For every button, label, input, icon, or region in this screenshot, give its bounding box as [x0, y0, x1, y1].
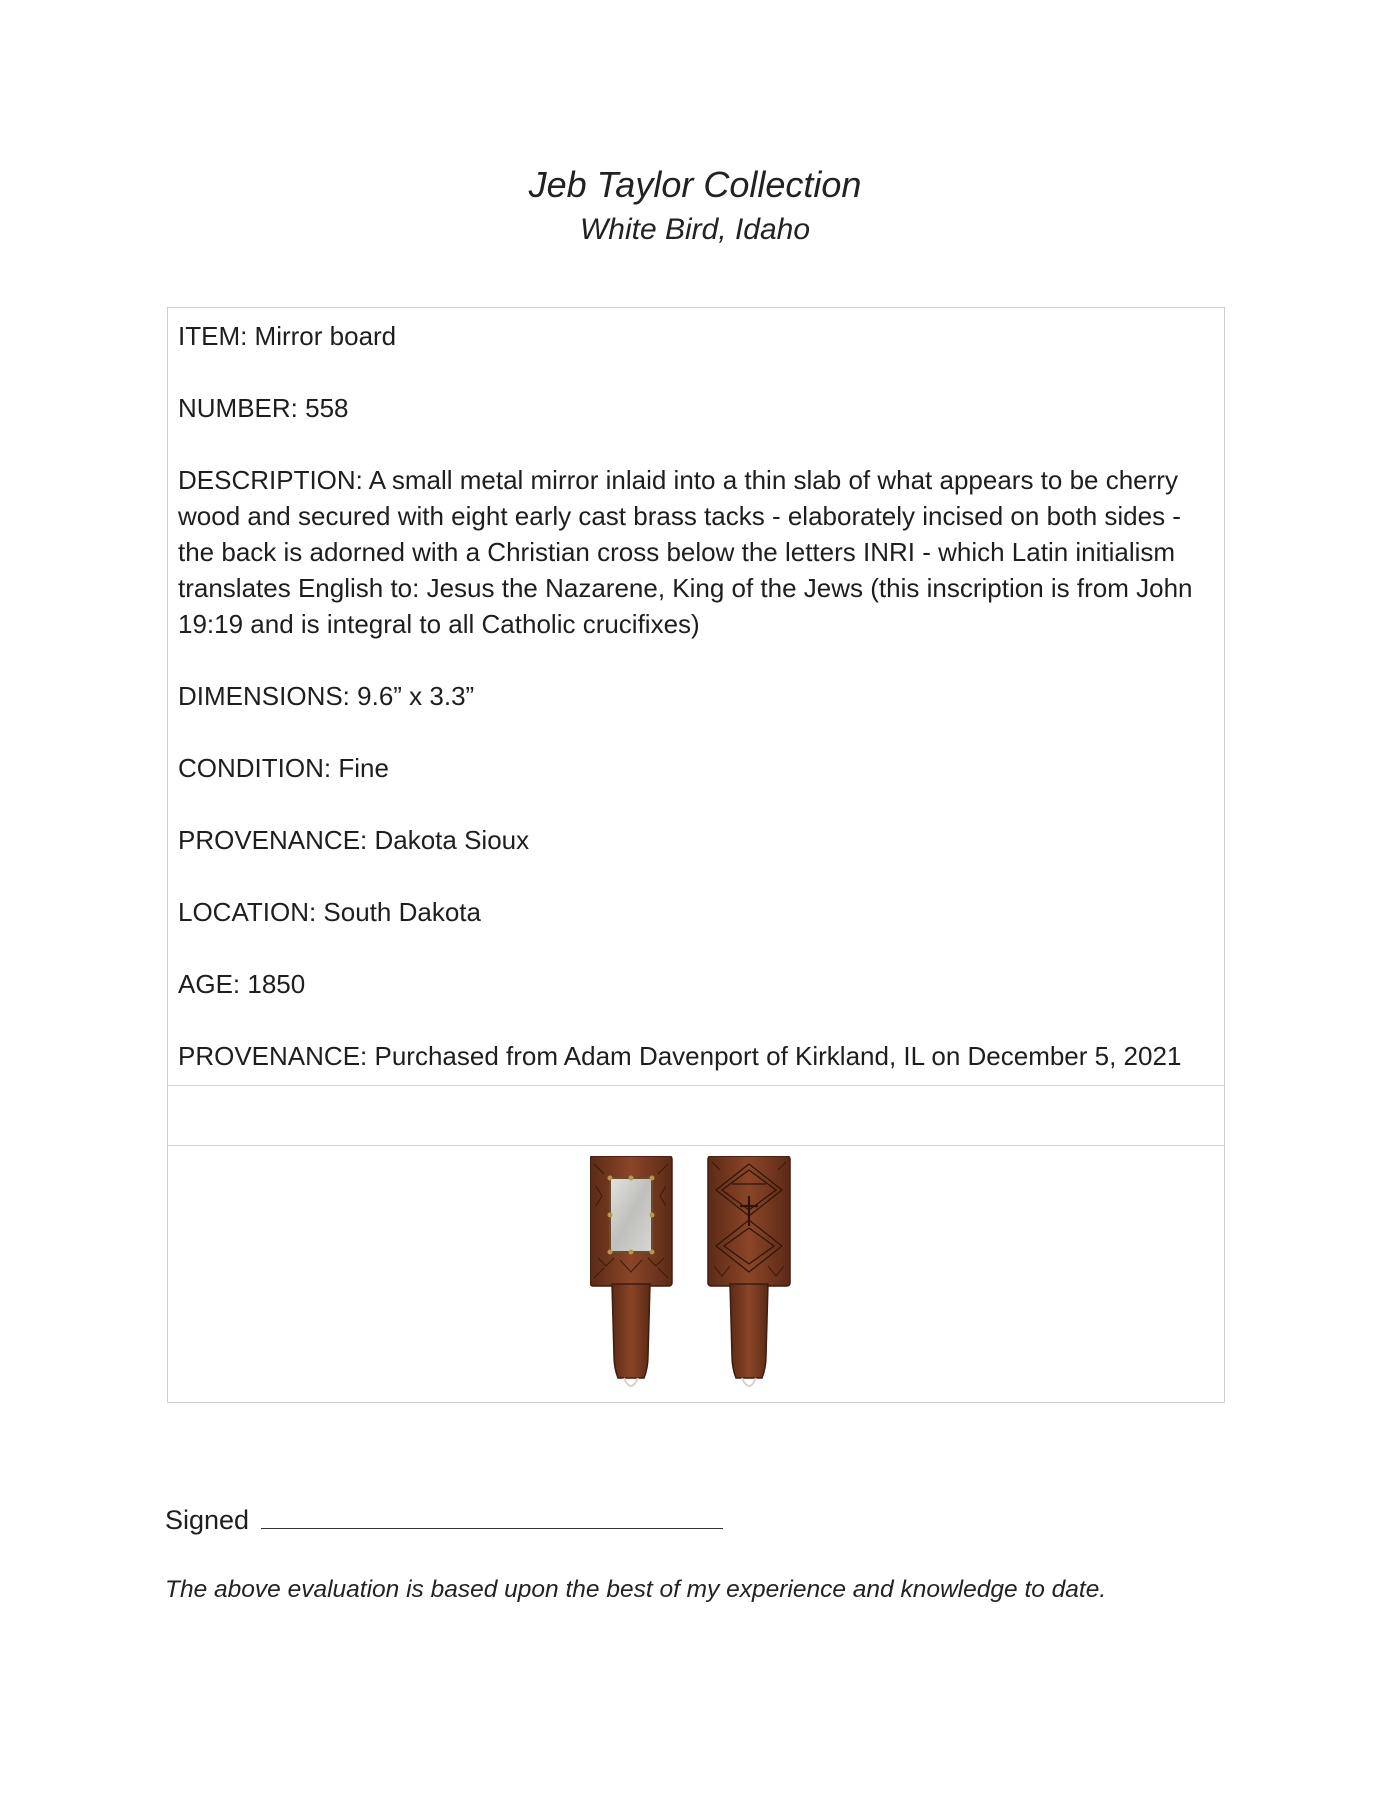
signature-line[interactable]: [261, 1502, 723, 1529]
dimensions-field: DIMENSIONS: 9.6” x 3.3”: [178, 681, 475, 711]
evaluation-disclaimer: The above evaluation is based upon the best of my experience and knowledge to date.: [165, 1576, 1107, 1603]
document-header: [0, 162, 1390, 252]
location-field: LOCATION: South Dakota: [178, 897, 481, 927]
collection-title: Jeb Taylor Collection: [528, 164, 862, 205]
item-details-cell: [168, 308, 1224, 1086]
photo-cell: [168, 1146, 1224, 1402]
signature-row: [165, 1500, 723, 1540]
empty-table-row: [168, 1086, 1224, 1146]
mirror-board-photo: [590, 1156, 850, 1402]
mirror-board-back: [708, 1156, 790, 1386]
description-field: DESCRIPTION: A small metal mirror inlaid into a thin slab of what appears to be cherry wood and secured with eight early cast brass tacks - elaborately incised on both sides - the back is adorned with a Christian cross below the letters INRI - which Latin initialism translates English to: Jesus the Nazarene, King of the Jews (this inscription is from John 19:19 and is integral to all Catholic crucifixes): [178, 465, 1193, 639]
number-field: NUMBER: 558: [178, 393, 349, 423]
provenance-field: PROVENANCE: Dakota Sioux: [178, 825, 530, 855]
purchase-provenance-field: PROVENANCE: Purchased from Adam Davenport of Kirkland, IL on December 5, 2021: [178, 1041, 1182, 1071]
item-record-table: [167, 307, 1225, 1403]
age-field: AGE: 1850: [178, 969, 306, 999]
item-field: ITEM: Mirror board: [178, 321, 397, 351]
collection-location: White Bird, Idaho: [579, 213, 811, 246]
condition-field: CONDITION: Fine: [178, 753, 389, 783]
signed-label: Signed: [165, 1505, 250, 1535]
mirror-board-front: [590, 1156, 672, 1386]
